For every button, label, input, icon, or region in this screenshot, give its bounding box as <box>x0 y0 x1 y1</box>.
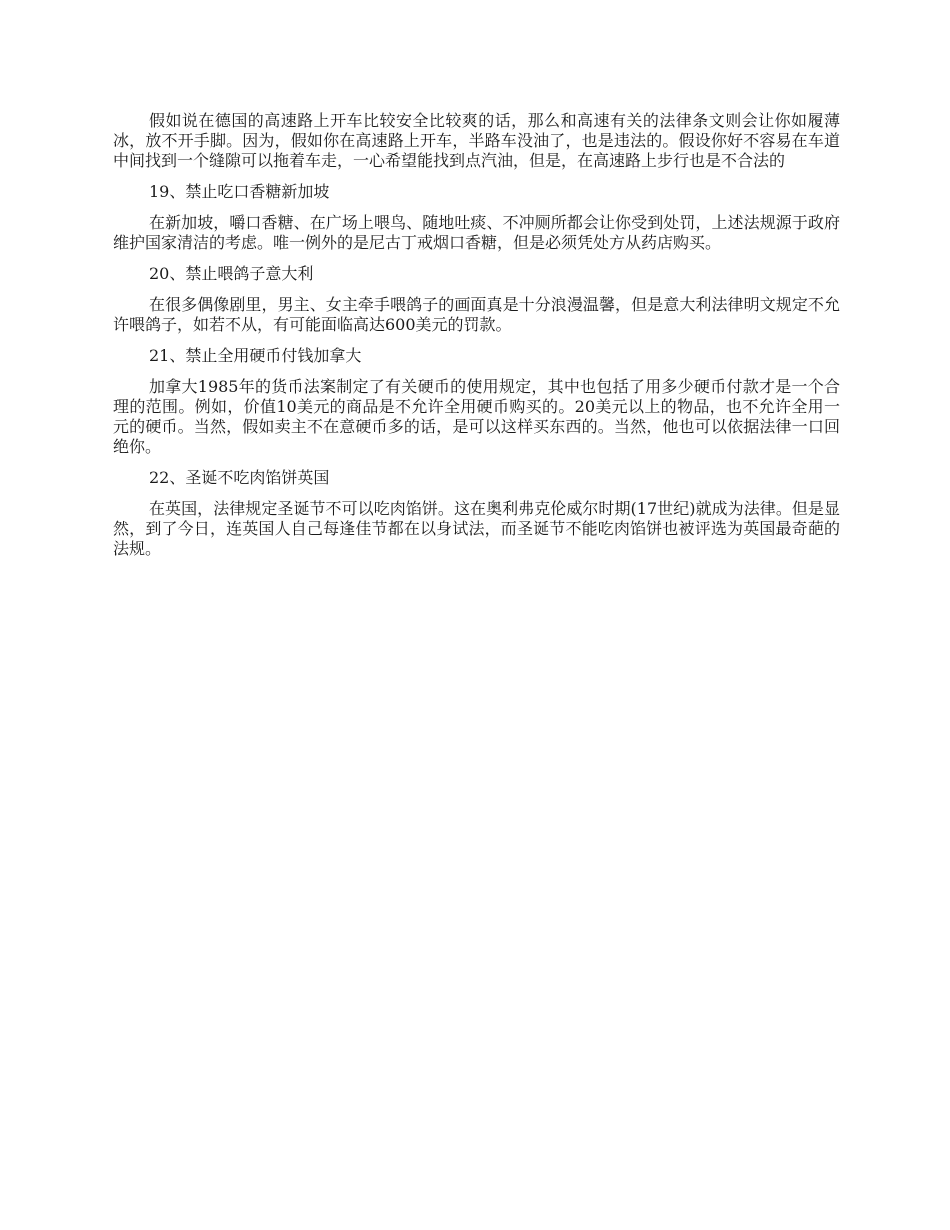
heading-19-singapore: 19、禁止吃口香糖新加坡 <box>149 182 330 201</box>
document-page <box>113 111 840 570</box>
heading-20-italy: 20、禁止喂鸽子意大利 <box>149 264 314 283</box>
paragraph-germany-highway: 假如说在德国的高速路上开车比较安全比较爽的话，那么和高速有关的法律条文则会让你如履薄冰，放不开手脚。因为，假如你在高速路上开车，半路车没油了，也是违法的。假设你好不容易在车道中间找到一个缝隙可以拖着车走，一心希望能找到点汽油，但是，在高速路上步行也是不合法的 <box>113 111 840 170</box>
paragraph-england-mince-pie: 在英国，法律规定圣诞节不可以吃肉馅饼。这在奥利弗克伦威尔时期(17世纪)就成为法律。但是显然，到了今日，连英国人自己每逢佳节都在以身试法，而圣诞节不能吃肉馅饼也被评选为英国最奇葩的法规。 <box>113 499 840 558</box>
paragraph-singapore-gum: 在新加坡，嚼口香糖、在广场上喂鸟、随地吐痰、不冲厕所都会让你受到处罚，上述法规源于政府维护国家清洁的考虑。唯一例外的是尼古丁戒烟口香糖，但是必须凭处方从药店购买。 <box>113 213 840 252</box>
heading-21-canada: 21、禁止全用硬币付钱加拿大 <box>149 346 362 365</box>
paragraph-italy-pigeons: 在很多偶像剧里，男主、女主牵手喂鸽子的画面真是十分浪漫温馨，但是意大利法律明文规定不允许喂鸽子，如若不从，有可能面临高达600美元的罚款。 <box>113 295 840 334</box>
heading-22-england: 22、圣诞不吃肉馅饼英国 <box>149 468 330 487</box>
paragraph-canada-coins: 加拿大1985年的货币法案制定了有关硬币的使用规定，其中也包括了用多少硬币付款才是一个合理的范围。例如，价值10美元的商品是不允许全用硬币购买的。20美元以上的物品，也不允许全用一元的硬币。当然，假如卖主不在意硬币多的话，是可以这样买东西的。当然，他也可以依据法律一口回绝你。 <box>113 377 840 456</box>
